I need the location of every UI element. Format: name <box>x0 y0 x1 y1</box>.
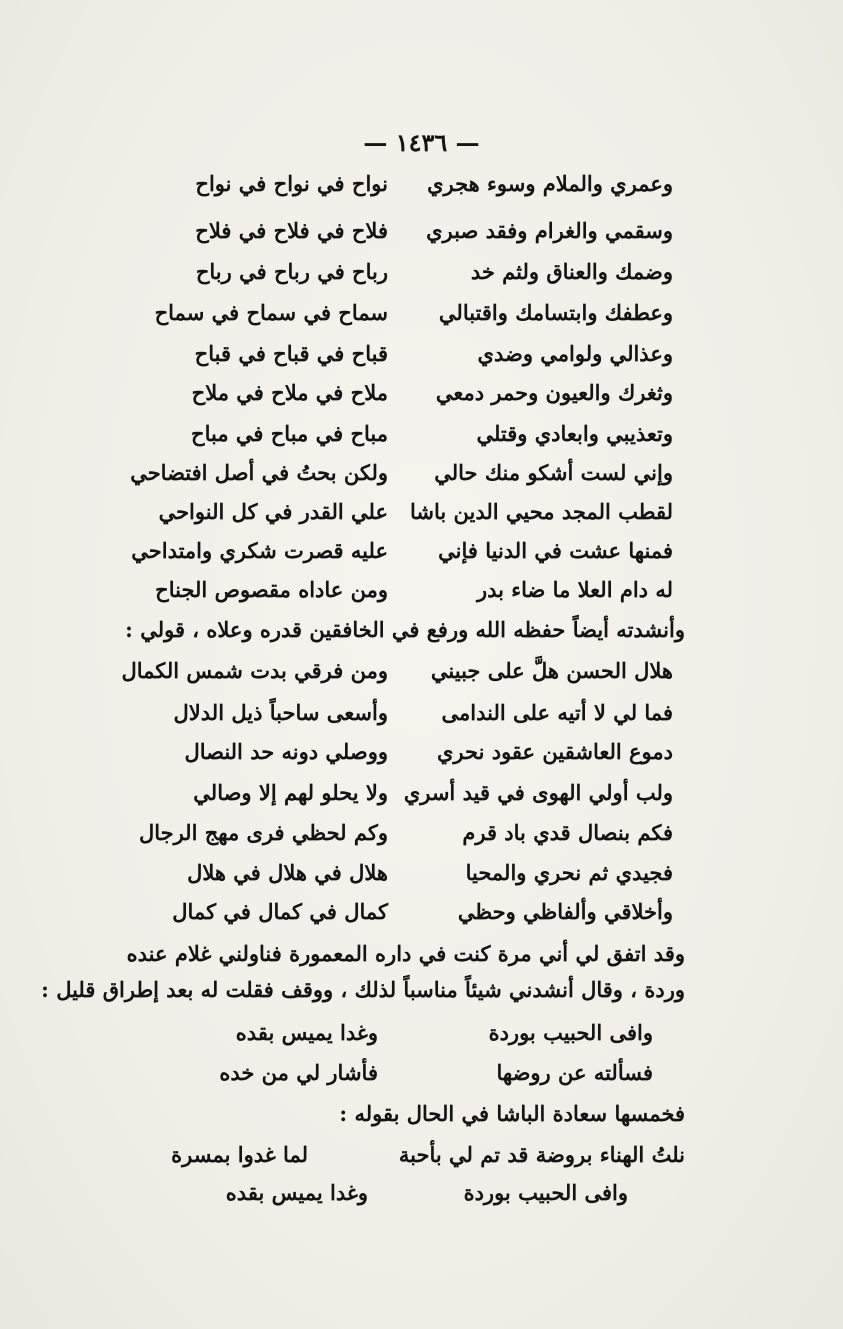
prose-line-1: وأنشدته أيضاً حفظه الله ورفع في الخافقين قدره وعلاه ، قولي : <box>125 617 685 642</box>
verse-4-2-second-hemistich: وغدا يميس بقده <box>225 1180 368 1205</box>
verse-1-9-first-hemistich: لقطب المجد محيي الدين باشا <box>409 499 673 524</box>
prose-line-4: فخمسها سعادة الباشا في الحال بقوله : <box>339 1101 685 1126</box>
verse-2-2-second-hemistich: وأسعى ساحباً ذيل الدلال <box>173 700 388 725</box>
verse-2-1-first-hemistich: هلال الحسن هلَّ على جبيني <box>430 658 673 683</box>
verse-4-1-first-part: نلتُ الهناء بروضة قد تم لي بأحبة <box>398 1142 685 1167</box>
verse-1-11-second-hemistich: ومن عاداه مقصوص الجناح <box>155 577 388 602</box>
verse-2-6-first-hemistich: فجيدي ثم نحري والمحيا <box>465 860 673 885</box>
verse-1-2-first-hemistich: وسقمي والغرام وفقد صبري <box>426 218 673 243</box>
verse-2-4-second-hemistich: ولا يحلو لهم إلا وصالي <box>193 780 388 805</box>
verse-4-2-first-hemistich: وافى الحبيب بوردة <box>463 1180 628 1205</box>
verse-2-7-second-hemistich: كمال في كمال في كمال <box>172 899 388 924</box>
verse-1-3-first-hemistich: وضمك والعناق ولثم خد <box>470 259 673 284</box>
verse-1-9-second-hemistich: علي القدر في كل النواحي <box>158 499 388 524</box>
verse-1-1-first-hemistich: وعمري والملام وسوء هجري <box>427 171 673 196</box>
prose-line-2: وقد اتفق لي أني مرة كنت في داره المعمورة فناولني غلام عنده <box>126 941 685 966</box>
verse-1-8-first-hemistich: وإني لست أشكو منك حالي <box>434 460 673 485</box>
verse-1-4-second-hemistich: سماح في سماح في سماح <box>154 300 388 325</box>
verse-2-4-first-hemistich: ولب أولي الهوى في قيد أسري <box>403 780 673 805</box>
verse-1-7-second-hemistich: مباح في مباح في مباح <box>191 421 388 446</box>
verse-2-5-second-hemistich: وكم لحظي فرى مهج الرجال <box>138 820 388 845</box>
verse-3-1-second-hemistich: وغدا يميس بقده <box>235 1020 378 1045</box>
prose-line-3: وردة ، وقال أنشدني شيئاً مناسباً لذلك ، ووقف فقلت له بعد إطراق قليل : <box>41 977 685 1002</box>
verse-3-2-first-hemistich: فسألته عن روضها <box>496 1060 653 1085</box>
verse-1-2-second-hemistich: فلاح في فلاح في فلاح <box>195 218 388 243</box>
verse-3-1-first-hemistich: وافى الحبيب بوردة <box>488 1020 653 1045</box>
verse-4-1-second-part: لما غدوا بمسرة <box>171 1142 308 1167</box>
verse-1-3-second-hemistich: رباح في رباح في رباح <box>195 259 388 284</box>
verse-1-11-first-hemistich: له دام العلا ما ضاء بدر <box>476 577 673 602</box>
verse-1-7-first-hemistich: وتعذيبي وابعادي وقتلي <box>476 421 673 446</box>
verse-2-3-second-hemistich: ووصلي دونه حد النصال <box>184 739 388 764</box>
verse-2-1-second-hemistich: ومن فرقي بدت شمس الكمال <box>121 658 388 683</box>
verse-1-6-second-hemistich: ملاح في ملاح في ملاح <box>191 380 388 405</box>
verse-1-6-first-hemistich: وثغرك والعيون وحمر دمعي <box>435 380 673 405</box>
verse-3-2-second-hemistich: فأشار لي من خده <box>219 1060 378 1085</box>
verse-2-3-first-hemistich: دموع العاشقين عقود نحري <box>437 739 673 764</box>
verse-2-7-first-hemistich: وأخلاقي وألفاظي وحظي <box>457 899 673 924</box>
verse-1-10-first-hemistich: فمنها عشت في الدنيا فإني <box>438 538 673 563</box>
verse-1-10-second-hemistich: عليه قصرت شكري وامتداحي <box>131 538 388 563</box>
verse-1-1-second-hemistich: نواح في نواح في نواح <box>195 171 388 196</box>
page-number: — ١٤٣٦ — <box>363 128 480 157</box>
verse-2-2-first-hemistich: فما لي لا أتيه على الندامى <box>441 700 673 725</box>
verse-1-4-first-hemistich: وعطفك وابتسامك واقتبالي <box>438 300 673 325</box>
verse-1-5-first-hemistich: وعذالي ولوامي وضدي <box>477 341 673 366</box>
verse-1-5-second-hemistich: قباح في قباح في قباح <box>194 341 388 366</box>
verse-1-8-second-hemistich: ولكن بحتُ في أصل افتضاحي <box>130 460 388 485</box>
verse-2-6-second-hemistich: هلال في هلال في هلال <box>187 860 388 885</box>
verse-2-5-first-hemistich: فكم بنصال قدي باد قرم <box>462 820 673 845</box>
